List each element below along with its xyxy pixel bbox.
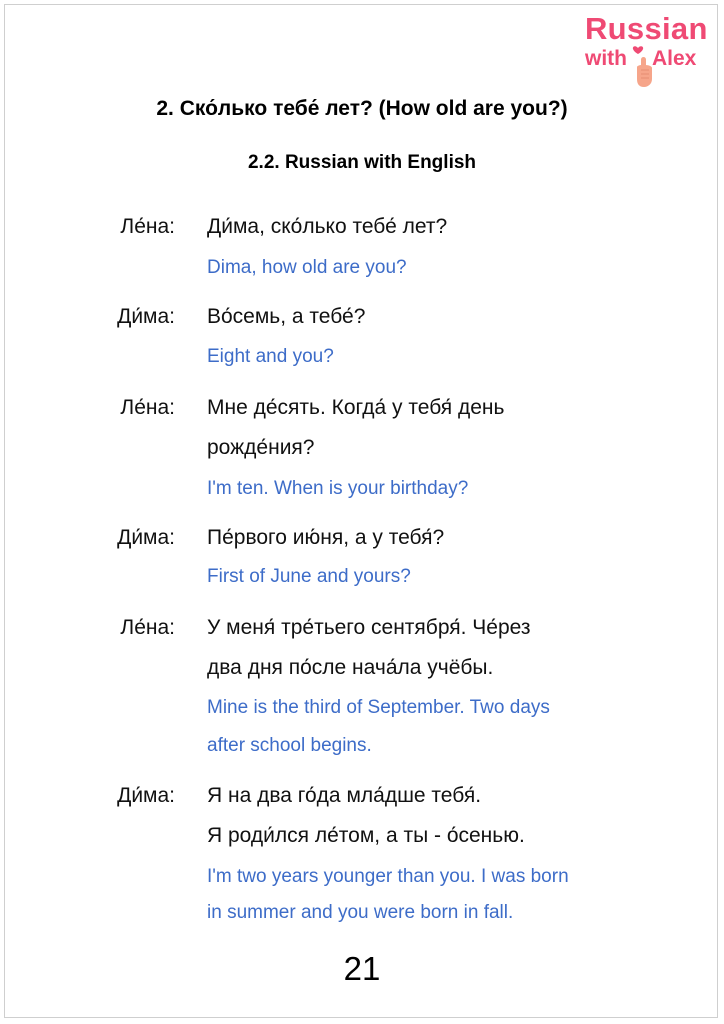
logo-text-russian: Russian — [585, 11, 708, 46]
russian-line: рожде́ния? — [207, 436, 315, 459]
speaker-label: Ди́ма: — [117, 305, 175, 328]
russian-line: Ди́ма, ско́лько тебе́ лет? — [207, 215, 448, 238]
speaker-label: Ле́на: — [120, 396, 175, 419]
english-translation: First of June and yours? — [207, 566, 411, 587]
russian-with-alex-logo — [585, 11, 713, 89]
russian-line: Я на два го́да мла́дше тебя́. — [207, 784, 482, 807]
russian-line: Я роди́лся ле́том, а ты - о́сенью. — [207, 824, 525, 847]
logo-text-alex: Alex — [652, 47, 697, 70]
russian-line: два дня по́сле нача́ла учёбы. — [207, 656, 494, 679]
english-translation: Dima, how old are you? — [207, 257, 407, 278]
russian-line: Пе́рвого ию́ня, а у тебя́? — [207, 526, 445, 549]
russian-line: Мне де́сять. Когда́ у тебя́ день — [207, 396, 505, 419]
speaker-label: Ле́на: — [120, 616, 175, 639]
russian-line: Во́семь, а тебе́? — [207, 305, 366, 328]
english-translation: Mine is the third of September. Two days — [207, 697, 550, 718]
logo-text-with: with — [585, 47, 627, 70]
english-translation: I'm ten. When is your birthday? — [207, 478, 469, 499]
speaker-label: Ди́ма: — [117, 526, 175, 549]
english-translation: Eight and you? — [207, 346, 334, 367]
english-translation: after school begins. — [207, 735, 372, 756]
russian-line: У меня́ тре́тьего сентября́. Че́рез — [207, 616, 531, 639]
english-translation: in summer and you were born in fall. — [207, 902, 514, 923]
page-number: 21 — [343, 950, 381, 987]
section-subtitle: 2.2. Russian with English — [247, 152, 477, 173]
speaker-label: Ле́на: — [120, 215, 175, 238]
speaker-label: Ди́ма: — [117, 784, 175, 807]
page-title: 2. Ско́лько тебе́ лет? (How old are you?) — [156, 97, 568, 120]
english-translation: I'm two years younger than you. I was born — [207, 866, 569, 887]
